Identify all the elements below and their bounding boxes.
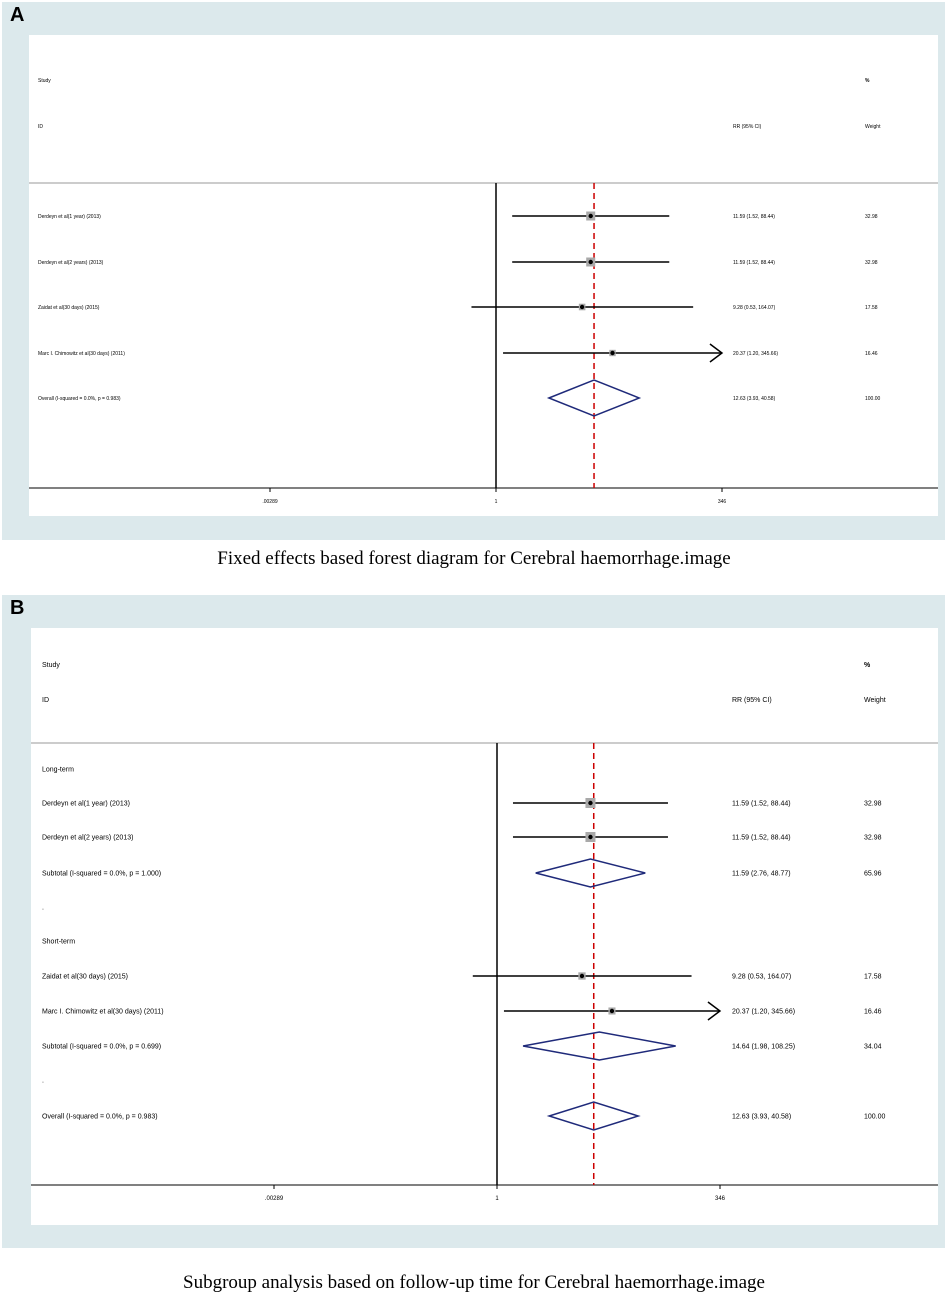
spacer-mark: . bbox=[42, 904, 44, 912]
subtotal-label: Subtotal (I-squared = 0.0%, p = 1.000) bbox=[42, 870, 162, 878]
subtotal-weight: 34.04 bbox=[864, 1043, 882, 1051]
study-weight: 17.58 bbox=[865, 304, 878, 311]
subtotal-diamond bbox=[523, 1032, 676, 1060]
panel-letter: A bbox=[10, 4, 25, 26]
subtotal-diamond bbox=[536, 859, 646, 887]
study-label: Zaidat et al(30 days) (2015) bbox=[42, 973, 128, 981]
overall-weight: 100.00 bbox=[864, 1113, 886, 1121]
header-percent: % bbox=[865, 78, 870, 84]
study-ci-text: 20.37 (1.20, 345.66) bbox=[733, 350, 779, 357]
study-weight: 16.46 bbox=[864, 1008, 882, 1016]
forest-plot-svg-b bbox=[31, 628, 938, 1225]
study-label: Derdeyn et al(2 years) (2013) bbox=[42, 834, 134, 842]
point-estimate bbox=[580, 974, 584, 978]
panel-letter: B bbox=[10, 597, 25, 619]
subgroup-label: Long-term bbox=[42, 766, 74, 774]
header-study: Study bbox=[42, 662, 60, 669]
study-ci-text: 11.59 (1.52, 88.44) bbox=[732, 800, 791, 808]
x-tick-label: .00289 bbox=[264, 1196, 284, 1202]
study-weight: 16.46 bbox=[865, 350, 878, 357]
study-ci-text: 11.59 (1.52, 88.44) bbox=[733, 259, 775, 266]
point-estimate bbox=[580, 305, 584, 309]
point-estimate bbox=[589, 260, 593, 264]
study-ci-text: 9.28 (0.53, 164.07) bbox=[732, 973, 792, 981]
overall-ci-text: 12.63 (3.93, 40.58) bbox=[732, 1113, 792, 1121]
header-id: ID bbox=[42, 697, 49, 704]
overall-ci-text: 12.63 (3.93, 40.58) bbox=[733, 395, 776, 402]
overall-label: Overall (I-squared = 0.0%, p = 0.983) bbox=[42, 1113, 158, 1121]
subtotal-weight: 65.96 bbox=[864, 870, 882, 878]
x-tick-label: 1 bbox=[494, 499, 498, 505]
point-estimate bbox=[588, 835, 592, 839]
header-weight: Weight bbox=[865, 124, 881, 130]
header-id: ID bbox=[38, 124, 43, 130]
header-effect: RR (95% CI) bbox=[732, 697, 772, 704]
point-estimate bbox=[588, 801, 592, 805]
header-weight: Weight bbox=[864, 697, 886, 704]
subtotal-ci-text: 11.59 (2.76, 48.77) bbox=[732, 870, 791, 878]
study-weight: 17.58 bbox=[864, 973, 882, 981]
forest-plot-a bbox=[29, 35, 938, 516]
subgroup-label: Short-term bbox=[42, 938, 76, 946]
x-tick-label: 346 bbox=[714, 1196, 726, 1202]
point-estimate bbox=[589, 214, 593, 218]
study-label: Derdeyn et al(2 years) (2013) bbox=[38, 259, 104, 266]
study-ci-text: 20.37 (1.20, 345.66) bbox=[732, 1008, 796, 1016]
study-weight: 32.98 bbox=[864, 800, 882, 808]
study-ci-text: 11.59 (1.52, 88.44) bbox=[733, 213, 775, 220]
subtotal-label: Subtotal (I-squared = 0.0%, p = 0.699) bbox=[42, 1043, 162, 1051]
panel-b bbox=[2, 595, 945, 1248]
overall-weight: 100.00 bbox=[865, 395, 881, 402]
study-ci-text: 11.59 (1.52, 88.44) bbox=[732, 834, 791, 842]
study-label: Marc I. Chimowitz et al(30 days) (2011) bbox=[42, 1008, 164, 1016]
header-effect: RR (95% CI) bbox=[733, 124, 762, 130]
spacer-mark: . bbox=[42, 1077, 44, 1085]
study-label: Zaidat et al(30 days) (2015) bbox=[38, 304, 100, 311]
study-weight: 32.98 bbox=[864, 834, 882, 842]
study-label: Derdeyn et al(1 year) (2013) bbox=[38, 213, 101, 220]
caption-b: Subgroup analysis based on follow-up time for Cerebral haemorrhage.image bbox=[183, 1272, 765, 1293]
header-study: Study bbox=[38, 78, 51, 84]
subtotal-ci-text: 14.64 (1.98, 108.25) bbox=[732, 1043, 796, 1051]
forest-plot-b bbox=[31, 628, 938, 1225]
x-tick-label: 1 bbox=[495, 1196, 499, 1202]
study-label: Marc I. Chimowitz et al(30 days) (2011) bbox=[38, 350, 125, 357]
panel-a bbox=[2, 2, 945, 540]
caption-a: Fixed effects based forest diagram for Cerebral haemorrhage.image bbox=[217, 548, 731, 569]
x-tick-label: 346 bbox=[717, 499, 727, 505]
x-tick-label: .00289 bbox=[262, 499, 278, 505]
study-label: Derdeyn et al(1 year) (2013) bbox=[42, 800, 130, 808]
study-ci-text: 9.28 (0.53, 164.07) bbox=[733, 304, 776, 311]
forest-plot-svg-a bbox=[29, 35, 938, 516]
point-estimate bbox=[610, 351, 614, 355]
study-weight: 32.98 bbox=[865, 259, 878, 266]
overall-label: Overall (I-squared = 0.0%, p = 0.983) bbox=[38, 395, 121, 402]
point-estimate bbox=[610, 1009, 614, 1013]
study-weight: 32.98 bbox=[865, 213, 878, 220]
header-percent: % bbox=[864, 662, 871, 669]
